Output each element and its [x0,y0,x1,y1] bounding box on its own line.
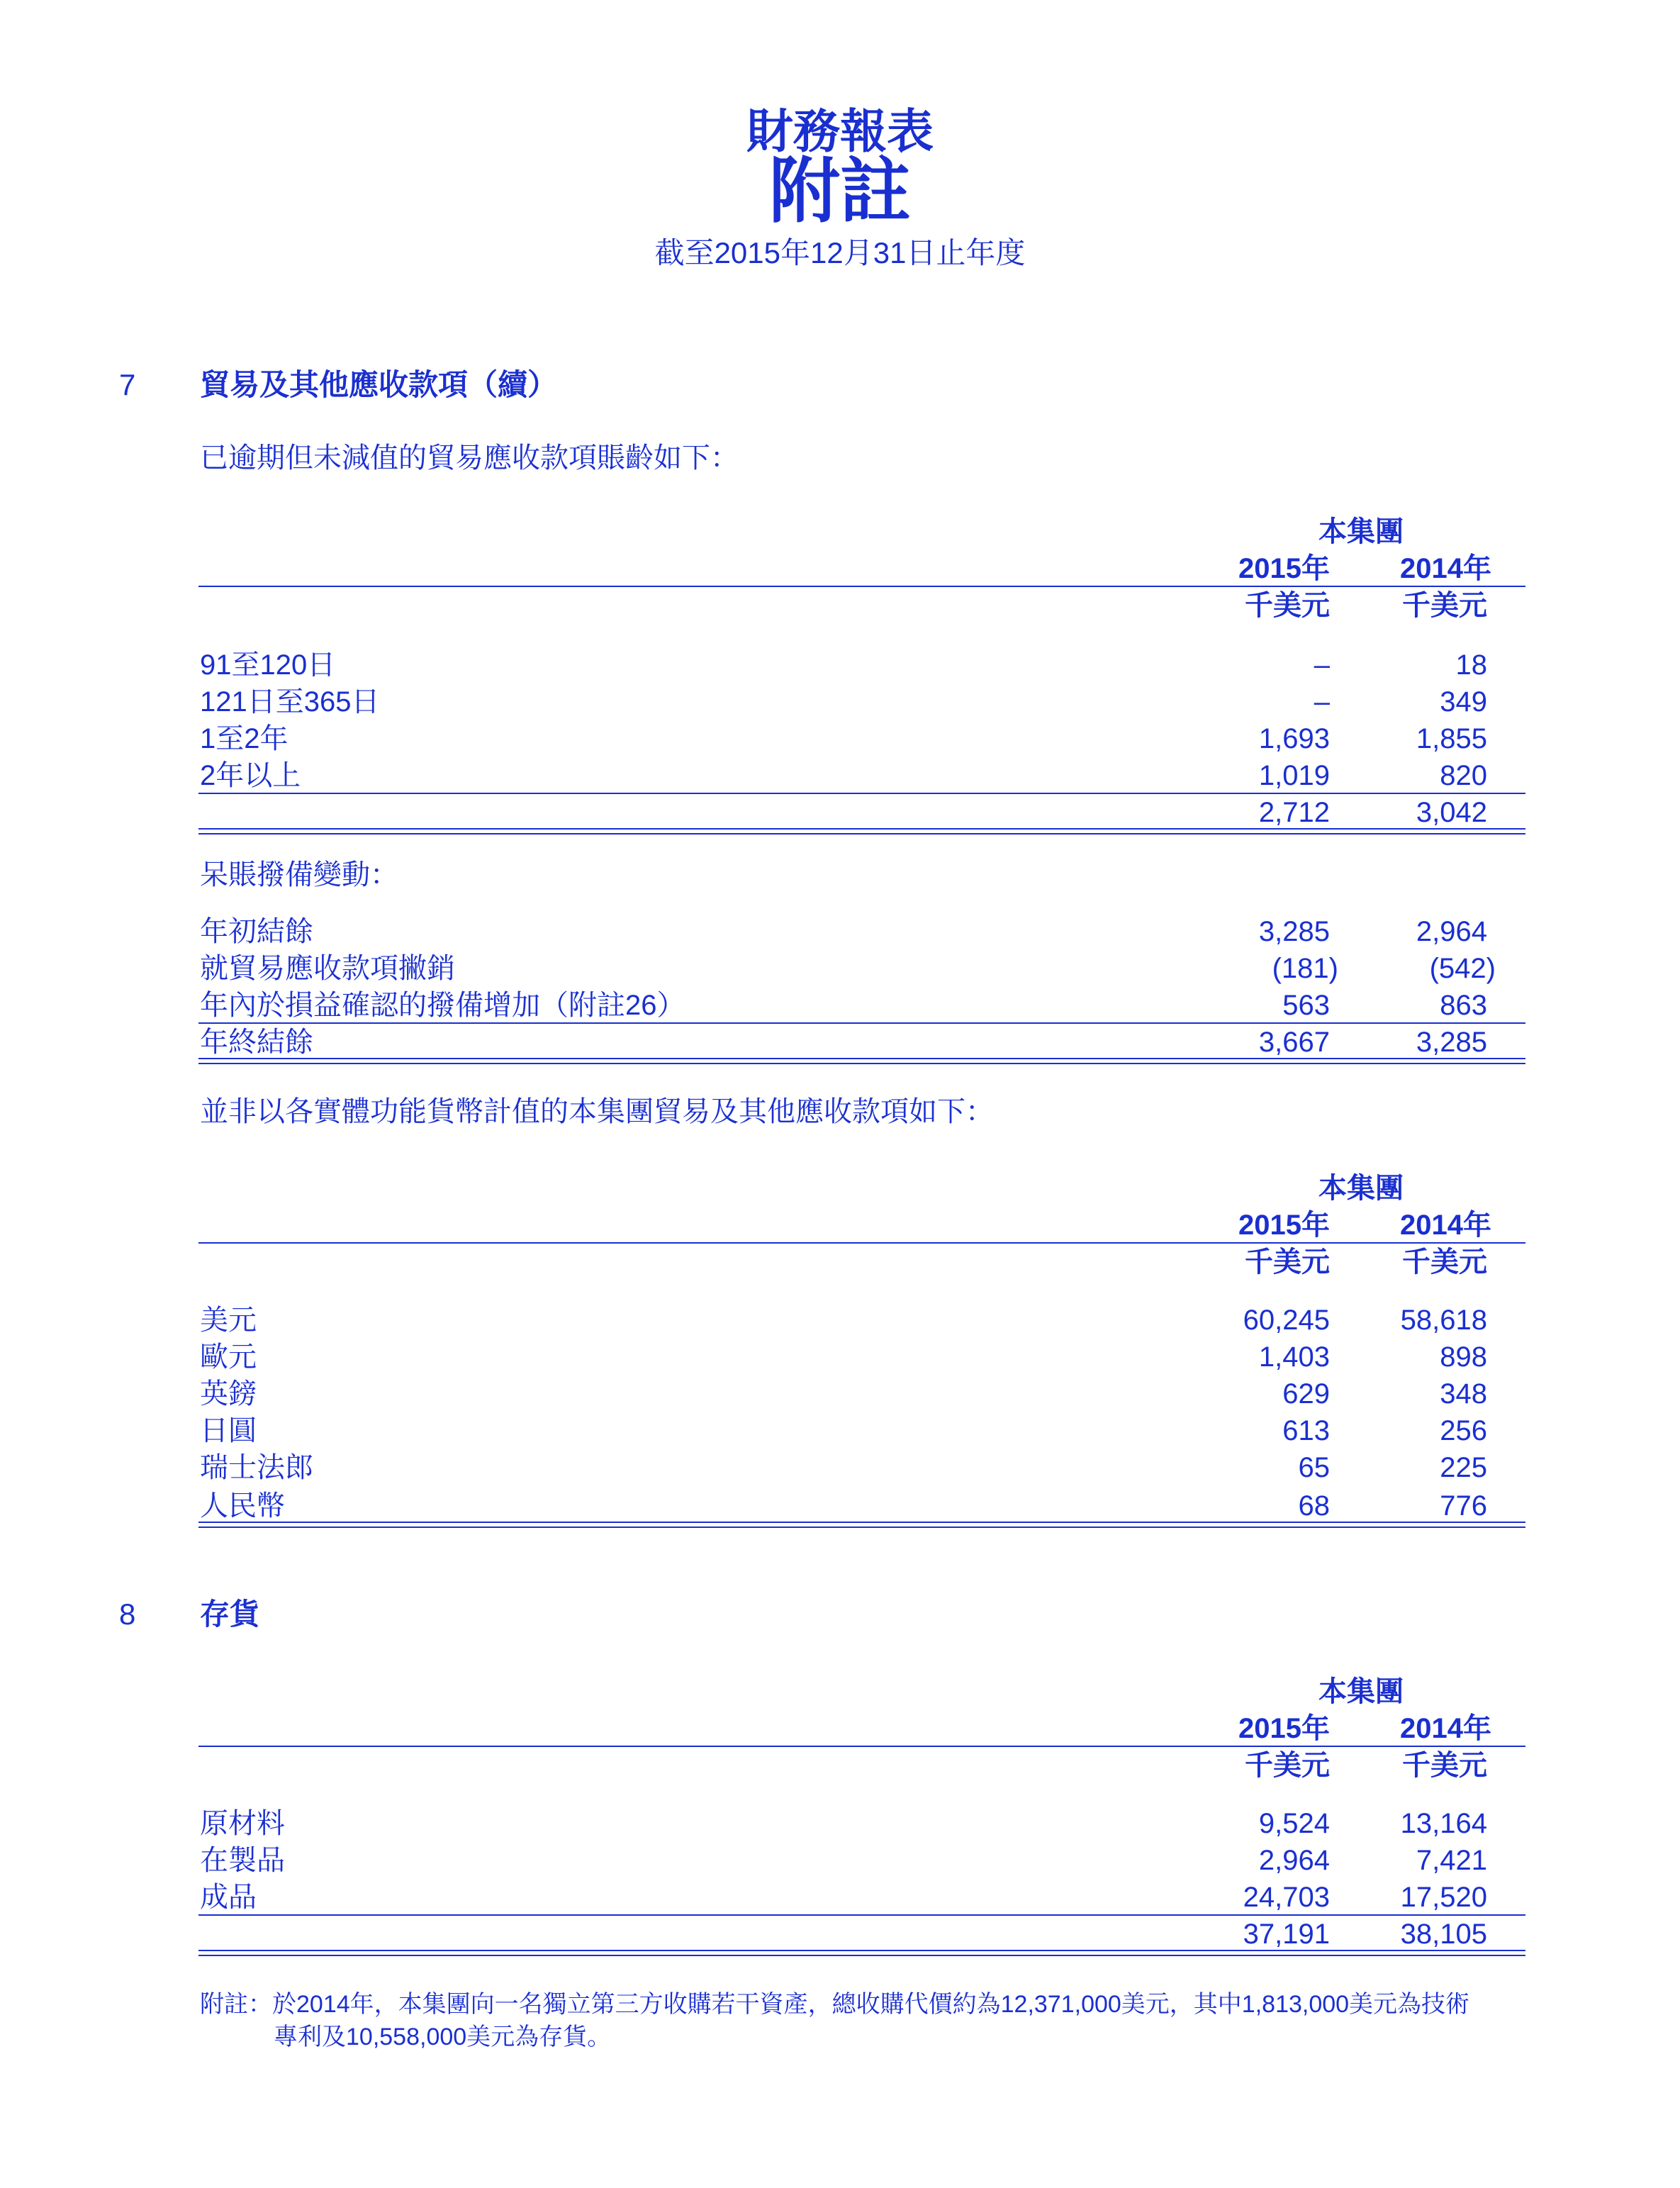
year-2014-header: 2014年 [1400,553,1491,584]
table-cell-2014: 225 [1440,1452,1487,1483]
year-2014-header: 2014年 [1400,1713,1491,1744]
header-rule [198,1242,1525,1244]
table-cell-2014: 863 [1440,990,1487,1021]
inventory-total-2015: 37,191 [1243,1919,1330,1950]
table-cell-2014: 1,855 [1416,723,1487,754]
table-cell-2014: 7,421 [1416,1845,1487,1876]
currency-2015-header: 千美元 [1245,590,1330,621]
header-rule [198,586,1525,587]
table-row-label: 瑞士法郎 [200,1452,313,1483]
currency-2015-header: 千美元 [1245,1750,1330,1781]
table-cell-2015: 613 [1282,1415,1330,1446]
section-number: 7 [119,368,136,401]
table-cell-2015: (181) [1272,953,1338,984]
section-title: 貿易及其他應收款項（續） [200,368,558,401]
table-row-label: 年終結餘 [200,1027,313,1058]
footnote-line-1: 附註：於2014年，本集團向一名獨立第三方收購若干資產，總收購代價約為12,371,000美元，其中1,813,000美元為技術 [200,1991,1470,2018]
table-cell-2015: 3,285 [1258,916,1330,947]
table-row-label: 就貿易應收款項撇銷 [200,953,455,984]
year-2014-header: 2014年 [1400,1210,1491,1241]
table-cell-2015: 2,964 [1258,1845,1330,1876]
subtotal-rule [198,1022,1525,1024]
table-cell-2015: 65 [1298,1452,1330,1483]
table-row-label: 年初結餘 [200,916,313,947]
group-header: 本集團 [1318,1173,1404,1204]
table-cell-2014: 348 [1440,1378,1487,1410]
aging-total-2015: 2,712 [1258,797,1330,828]
header-rule [198,1746,1525,1747]
table-cell-2015: 563 [1282,990,1330,1021]
table-row-label: 121日至365日 [200,686,380,718]
table-cell-2015: – [1314,686,1330,718]
table-row-label: 1至2年 [200,723,289,754]
table-cell-2015: 1,019 [1258,760,1330,791]
table-row-label: 91至120日 [200,649,336,681]
period-subtitle: 截至2015年12月31日止年度 [654,236,1026,269]
footnote-line-2: 專利及10,558,000美元為存貨。 [274,2024,612,2050]
notes-title: 附註 [769,152,911,231]
table-row-label: 歐元 [200,1341,257,1373]
table-cell-2014: 3,285 [1416,1027,1487,1058]
table-cell-2015: 68 [1298,1490,1330,1522]
total-double-rule [198,1058,1525,1064]
currency-intro: 並非以各實體功能貨幣計值的本集團貿易及其他應收款項如下： [200,1096,994,1127]
aging-intro: 已逾期但未減值的貿易應收款項賬齡如下： [200,442,739,474]
table-cell-2015: 629 [1282,1378,1330,1410]
group-header: 本集團 [1318,1676,1404,1707]
table-cell-2014: (542) [1429,953,1496,984]
section-title: 存貨 [200,1597,260,1631]
aging-total-2014: 3,042 [1416,797,1487,828]
year-2015-header: 2015年 [1238,553,1330,584]
table-row-label: 在製品 [200,1845,285,1876]
section-number: 8 [119,1597,136,1631]
currency-2014-header: 千美元 [1402,590,1487,621]
table-cell-2014: 820 [1440,760,1487,791]
currency-2014-header: 千美元 [1402,1246,1487,1278]
table-cell-2014: 58,618 [1400,1305,1487,1336]
report-title: 財務報表 [746,105,934,157]
subtotal-rule [198,793,1525,794]
currency-2014-header: 千美元 [1402,1750,1487,1781]
subtotal-rule [198,1914,1525,1916]
table-cell-2015: 60,245 [1243,1305,1330,1336]
table-cell-2015: 24,703 [1243,1882,1330,1913]
table-row-label: 年內於損益確認的撥備增加（附註26） [200,990,685,1021]
table-cell-2014: 2,964 [1416,916,1487,947]
table-row-label: 美元 [200,1305,257,1336]
table-cell-2014: 256 [1440,1415,1487,1446]
table-cell-2015: 9,524 [1258,1808,1330,1839]
table-cell-2014: 13,164 [1400,1808,1487,1839]
table-row-label: 英鎊 [200,1378,257,1410]
total-double-rule [198,1522,1525,1528]
table-cell-2015: 3,667 [1258,1027,1330,1058]
table-row-label: 人民幣 [200,1490,285,1522]
table-cell-2014: 18 [1455,649,1487,681]
year-2015-header: 2015年 [1238,1210,1330,1241]
table-row-label: 日圓 [200,1415,257,1446]
currency-2015-header: 千美元 [1245,1246,1330,1278]
table-cell-2014: 17,520 [1400,1882,1487,1913]
inventory-total-2014: 38,105 [1400,1919,1487,1950]
table-cell-2014: 898 [1440,1341,1487,1373]
table-row-label: 成品 [200,1882,257,1913]
total-double-rule [198,1950,1525,1956]
table-cell-2014: 776 [1440,1490,1487,1522]
table-cell-2015: – [1314,649,1330,681]
total-double-rule [198,828,1525,835]
table-cell-2014: 349 [1440,686,1487,718]
year-2015-header: 2015年 [1238,1713,1330,1744]
table-cell-2015: 1,403 [1258,1341,1330,1373]
table-cell-2015: 1,693 [1258,723,1330,754]
table-row-label: 原材料 [200,1808,285,1839]
provision-intro: 呆賬撥備變動： [200,859,398,891]
group-header: 本集團 [1318,516,1404,547]
table-row-label: 2年以上 [200,760,301,791]
